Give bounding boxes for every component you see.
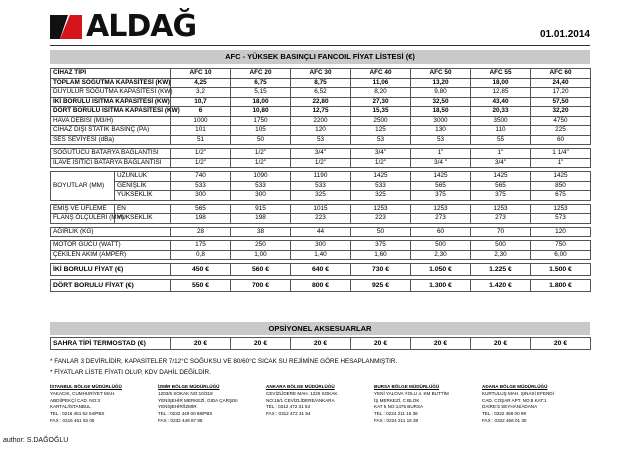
value-cell: 850 xyxy=(531,181,591,191)
value-cell: 1/2" xyxy=(171,149,231,159)
office-line: FAX : 0312 472 31 54 xyxy=(266,411,311,417)
flange-row xyxy=(51,204,591,214)
value-cell: 125 xyxy=(351,126,411,136)
author-label: author: S.DAĞOĞLU xyxy=(3,437,69,444)
office-line: TEL : 0312 472 31 53 xyxy=(266,404,311,410)
value-cell: 60 xyxy=(411,227,471,237)
value-cell: 1253 xyxy=(411,204,471,214)
value-cell: 740 xyxy=(171,172,231,182)
value-cell: 1000 xyxy=(171,116,231,126)
value-cell: 8,75 xyxy=(291,78,351,88)
value-cell: 4750 xyxy=(531,116,591,126)
header-cell: AFC 10 xyxy=(171,69,231,79)
header-cell: AFC 30 xyxy=(291,69,351,79)
price-two-pipe-row xyxy=(51,264,591,276)
value-cell: 300 xyxy=(291,241,351,251)
value-cell: 1425 xyxy=(411,172,471,182)
office-line: TEL : 0216 451 62 04/PBX xyxy=(50,411,105,417)
value-cell: 13,20 xyxy=(411,78,471,88)
value-cell: 2,30 xyxy=(411,250,471,260)
office-line: FAX : 0216 451 62 05 xyxy=(50,417,95,423)
row-label: TOPLAM SOĞUTMA KAPASİTESİ (KW) xyxy=(51,78,171,88)
office-name: ADANA BÖLGE MÜDÜRLÜĞÜ xyxy=(482,384,548,389)
row-label: İKİ BORULU FİYAT (€) xyxy=(51,264,171,276)
value-cell: 1253 xyxy=(531,204,591,214)
row-label: CİHAZ DIŞI STATİK BASINÇ (PA) xyxy=(51,126,171,136)
table-header-row xyxy=(51,69,591,79)
office-line: KURTULUŞ MAH. ŞINASİ EFENDİ xyxy=(482,390,554,396)
value-cell: 17,20 xyxy=(531,88,591,98)
office-line: FAX : 0232 449 87 88 xyxy=(158,417,203,423)
value-cell: 20 € xyxy=(351,338,411,350)
sub-label: YÜKSEKLİK xyxy=(115,191,171,201)
value-cell: 10,80 xyxy=(231,107,291,117)
value-cell: 533 xyxy=(291,181,351,191)
value-cell: 1,00 xyxy=(231,250,291,260)
dimension-row xyxy=(51,172,591,182)
office-line: YAKACIK, CUMHURİYET MAH. xyxy=(50,390,116,396)
value-cell: 375 xyxy=(471,191,531,201)
value-cell: 3/4 " xyxy=(411,158,471,168)
value-cell: 1,40 xyxy=(291,250,351,260)
value-cell: 55 xyxy=(471,135,531,145)
value-cell: 11,06 xyxy=(351,78,411,88)
optional-row xyxy=(51,338,591,350)
value-cell: 225 xyxy=(531,126,591,136)
value-cell: 1/2" xyxy=(171,158,231,168)
price-four-pipe-row xyxy=(51,280,591,292)
value-cell: 70 xyxy=(471,227,531,237)
value-cell: 105 xyxy=(231,126,291,136)
value-cell: 223 xyxy=(291,214,351,224)
value-cell: 18,00 xyxy=(471,78,531,88)
value-cell: 1" xyxy=(531,158,591,168)
value-cell: 500 xyxy=(411,241,471,251)
value-cell: 6 xyxy=(171,107,231,117)
regional-offices xyxy=(50,384,590,425)
value-cell: 10,7 xyxy=(171,97,231,107)
office-block xyxy=(158,384,266,425)
document-date: 01.01.2014 xyxy=(539,29,590,40)
value-cell: 6,00 xyxy=(531,250,591,260)
value-cell: 925 € xyxy=(351,280,411,292)
spec-row xyxy=(51,126,591,136)
office-line: TEL : 0322 456 00 99 xyxy=(482,411,527,417)
office-line: FAX : 0224 211 15 38 xyxy=(374,417,419,423)
value-cell: 1425 xyxy=(531,172,591,182)
dimension-row xyxy=(51,191,591,201)
sub-label: GENİŞLİK xyxy=(115,181,171,191)
value-cell: 1/2" xyxy=(231,149,291,159)
office-line: TEL : 0232 449 00 88/PBX xyxy=(158,411,213,417)
value-cell: 1" xyxy=(411,149,471,159)
value-cell: 4,25 xyxy=(171,78,231,88)
value-cell: 1/2" xyxy=(291,158,351,168)
value-cell: 1.500 € xyxy=(531,264,591,276)
value-cell: 1015 xyxy=(291,204,351,214)
row-label: İLAVE ISITICI BATARYA BAĞLANTISI xyxy=(51,158,171,168)
value-cell: 533 xyxy=(171,181,231,191)
value-cell: 12,75 xyxy=(291,107,351,117)
spec-row xyxy=(51,78,591,88)
value-cell: 51 xyxy=(171,135,231,145)
value-cell: 750 xyxy=(531,241,591,251)
value-cell: 120 xyxy=(291,126,351,136)
value-cell: 110 xyxy=(471,126,531,136)
value-cell: 6,75 xyxy=(231,78,291,88)
value-cell: 20,33 xyxy=(471,107,531,117)
value-cell: 565 xyxy=(411,181,471,191)
row-label: İKİ BORULU ISITMA KAPASİTESİ (KW) xyxy=(51,97,171,107)
row-label: DÖRT BORULU FİYAT (€) xyxy=(51,280,171,292)
row-label: AĞIRLIK (KG) xyxy=(51,227,171,237)
value-cell: 533 xyxy=(351,181,411,191)
value-cell: 1.800 € xyxy=(531,280,591,292)
value-cell: 8,20 xyxy=(351,88,411,98)
value-cell: 273 xyxy=(471,214,531,224)
value-cell: 20 € xyxy=(291,338,351,350)
value-cell: 15,35 xyxy=(351,107,411,117)
value-cell: 3,2 xyxy=(171,88,231,98)
value-cell: 450 € xyxy=(171,264,231,276)
row-label: SOĞUTUCU BATARYA BAĞLANTISI xyxy=(51,149,171,159)
value-cell: 3/4" xyxy=(351,149,411,159)
spec-row xyxy=(51,116,591,126)
office-line: NO:15/1 CEVİZLİDERE/ANKARA xyxy=(266,397,335,403)
value-cell: 1.300 € xyxy=(411,280,471,292)
row-label: HAVA DEBİSİ (M3/H) xyxy=(51,116,171,126)
office-block xyxy=(374,384,482,425)
value-cell: 53 xyxy=(411,135,471,145)
value-cell: 22,80 xyxy=(291,97,351,107)
value-cell: 120 xyxy=(531,227,591,237)
value-cell: 20 € xyxy=(231,338,291,350)
spec-row xyxy=(51,97,591,107)
value-cell: 273 xyxy=(411,214,471,224)
value-cell: 500 xyxy=(471,241,531,251)
office-name: İSTANBUL BÖLGE MÜDÜRLÜĞÜ xyxy=(50,384,122,389)
value-cell: 730 € xyxy=(351,264,411,276)
row-label: DUYULUR SOĞUTMA KAPASİTESİ (KW) xyxy=(51,88,171,98)
value-cell: 101 xyxy=(171,126,231,136)
value-cell: 44 xyxy=(291,227,351,237)
office-line: DAİRE:5 SEYHAN/ADANA xyxy=(482,404,538,410)
weight-row xyxy=(51,227,591,237)
value-cell: 53 xyxy=(291,135,351,145)
value-cell: 3500 xyxy=(471,116,531,126)
header-cell: CİHAZ TİPİ xyxy=(51,69,171,79)
motor-row xyxy=(51,241,591,251)
value-cell: 43,40 xyxy=(471,97,531,107)
value-cell: 565 xyxy=(171,204,231,214)
value-cell: 28 xyxy=(171,227,231,237)
value-cell: 375 xyxy=(411,191,471,201)
row-label: DÖRT BORULU ISITMA KAPASİTESİ (KW) xyxy=(51,107,171,117)
value-cell: 640 € xyxy=(291,264,351,276)
optional-table xyxy=(50,337,591,350)
value-cell: 9,80 xyxy=(411,88,471,98)
value-cell: 915 xyxy=(231,204,291,214)
value-cell: 50 xyxy=(351,227,411,237)
office-line: YENİŞEHİR/İZMİR xyxy=(158,404,197,410)
value-cell: 325 xyxy=(351,191,411,201)
value-cell: 1425 xyxy=(471,172,531,182)
value-cell: 1/2" xyxy=(231,158,291,168)
value-cell: 198 xyxy=(171,214,231,224)
logo-text: ALDAĞ xyxy=(86,9,197,44)
office-line: FAX : 0322 456 01 30 xyxy=(482,417,527,423)
company-logo xyxy=(50,9,197,44)
value-cell: 32,20 xyxy=(531,107,591,117)
value-cell: 60 xyxy=(531,135,591,145)
office-name: İZMİR BÖLGE MÜDÜRLÜĞÜ xyxy=(158,384,220,389)
value-cell: 24,40 xyxy=(531,78,591,88)
sub-label: YÜKSEKLİK xyxy=(115,214,171,224)
office-block xyxy=(50,384,158,425)
value-cell: 20 € xyxy=(171,338,231,350)
spec-row xyxy=(51,158,591,168)
office-line: TEL : 0224 211 15 36 xyxy=(374,411,418,417)
value-cell: 533 xyxy=(231,181,291,191)
office-block xyxy=(482,384,590,425)
value-cell: 20 € xyxy=(471,338,531,350)
value-cell: 300 xyxy=(231,191,291,201)
row-label: BOYUTLAR (MM) xyxy=(51,172,115,201)
note-fans: * FANLAR 3 DEVİRLİDİR, KAPASİTELER 7/12°C SOĞUKSU VE 80/60°C SICAK SU REJİMİNE GÖRE HESAPLANMIŞTIR. xyxy=(50,358,398,365)
office-block xyxy=(266,384,374,425)
office-line: İŞ MERKEZİ, C BLOK xyxy=(374,397,420,403)
optional-accessories-title: OPSİYONEL AKSESUARLAR xyxy=(50,322,590,335)
office-line: KAT 5 NO:1475 BURSA xyxy=(374,404,424,410)
value-cell: 325 xyxy=(291,191,351,201)
spec-row xyxy=(51,107,591,117)
value-cell: 1253 xyxy=(471,204,531,214)
value-cell: 300 xyxy=(171,191,231,201)
value-cell: 0,8 xyxy=(171,250,231,260)
row-label: ÇEKİLEN AKIM (AMPER) xyxy=(51,250,171,260)
value-cell: 18,00 xyxy=(231,97,291,107)
value-cell: 2,30 xyxy=(471,250,531,260)
header-cell: AFC 60 xyxy=(531,69,591,79)
header-cell: AFC 20 xyxy=(231,69,291,79)
value-cell: 198 xyxy=(231,214,291,224)
value-cell: 800 € xyxy=(291,280,351,292)
row-label: MOTOR GÜCÜ (WATT) xyxy=(51,241,171,251)
value-cell: 1 1/4" xyxy=(531,149,591,159)
office-line: KARTAL/İSTANBUL xyxy=(50,404,91,410)
spec-row xyxy=(51,88,591,98)
value-cell: 1.050 € xyxy=(411,264,471,276)
motor-row xyxy=(51,250,591,260)
sub-label: EN xyxy=(115,204,171,214)
value-cell: 18,50 xyxy=(411,107,471,117)
value-cell: 565 xyxy=(471,181,531,191)
header-cell: AFC 55 xyxy=(471,69,531,79)
value-cell: 1253 xyxy=(351,204,411,214)
sub-label: UZUNLUK xyxy=(115,172,171,182)
value-cell: 53 xyxy=(351,135,411,145)
value-cell: 1090 xyxy=(231,172,291,182)
value-cell: 1" xyxy=(471,149,531,159)
row-label: SES SEVİYESİ (dBa) xyxy=(51,135,171,145)
value-cell: 2200 xyxy=(291,116,351,126)
office-line: CEVİZLİDERE MAH. 1226 SOKAK xyxy=(266,390,338,396)
value-cell: 6,52 xyxy=(291,88,351,98)
value-cell: 250 xyxy=(231,241,291,251)
value-cell: 573 xyxy=(531,214,591,224)
value-cell: 50 xyxy=(231,135,291,145)
row-label: SAHRA TİPİ TERMOSTAD (€) xyxy=(51,338,171,350)
office-name: ANKARA BÖLGE MÜDÜRLÜĞÜ xyxy=(266,384,335,389)
value-cell: 1190 xyxy=(291,172,351,182)
office-line: YENİŞEHİR MERKEZİ, GIDA ÇARŞISI xyxy=(158,397,238,403)
dimension-row xyxy=(51,181,591,191)
value-cell: 2500 xyxy=(351,116,411,126)
office-line: YENİ YALOVA YOLU 4. KM BUTTİM xyxy=(374,390,449,396)
value-cell: 223 xyxy=(351,214,411,224)
value-cell: 38 xyxy=(231,227,291,237)
value-cell: 1/2" xyxy=(351,158,411,168)
value-cell: 3/4" xyxy=(291,149,351,159)
notes xyxy=(50,356,397,378)
value-cell: 5,15 xyxy=(231,88,291,98)
value-cell: 375 xyxy=(351,241,411,251)
value-cell: 1.420 € xyxy=(471,280,531,292)
value-cell: 1750 xyxy=(231,116,291,126)
office-name: BURSA BÖLGE MÜDÜRLÜĞÜ xyxy=(374,384,440,389)
value-cell: 32,50 xyxy=(411,97,471,107)
value-cell: 27,30 xyxy=(351,97,411,107)
row-label: FLANŞ ÖLÇÜLERİ (MM) xyxy=(51,214,115,224)
spec-row xyxy=(51,135,591,145)
value-cell: 700 € xyxy=(231,280,291,292)
value-cell: 175 xyxy=(171,241,231,251)
price-list-title: AFC - YÜKSEK BASINÇLI FANCOIL FİYAT LİSTESİ (€) xyxy=(50,50,590,64)
office-line: CAD. COŞAR APT. NO:8 KAT:1 xyxy=(482,397,547,403)
aldag-logo-icon xyxy=(50,13,82,41)
header-cell: AFC 50 xyxy=(411,69,471,79)
value-cell: 20 € xyxy=(531,338,591,350)
header-divider xyxy=(50,45,590,46)
value-cell: 1425 xyxy=(351,172,411,182)
office-line: 1203/5 SOKAK NO:10/318 xyxy=(158,390,213,396)
header-cell: AFC 40 xyxy=(351,69,411,79)
note-prices: * FİYATLAR LİSTE FİYATI OLUP, KDV DAHİL DEĞİLDİR. xyxy=(50,369,211,376)
value-cell: 12,85 xyxy=(471,88,531,98)
value-cell: 675 xyxy=(531,191,591,201)
value-cell: 57,50 xyxy=(531,97,591,107)
value-cell: 130 xyxy=(411,126,471,136)
office-line: ABDİİPEKÇİ CAD. NO:3 xyxy=(50,397,101,403)
flange-row xyxy=(51,214,591,224)
value-cell: 3000 xyxy=(411,116,471,126)
value-cell: 1,60 xyxy=(351,250,411,260)
row-label: EMİŞ VE ÜFLEME xyxy=(51,204,115,214)
spec-table xyxy=(50,68,591,292)
spec-row xyxy=(51,149,591,159)
value-cell: 560 € xyxy=(231,264,291,276)
value-cell: 3/4" xyxy=(471,158,531,168)
value-cell: 20 € xyxy=(411,338,471,350)
value-cell: 1.225 € xyxy=(471,264,531,276)
value-cell: 550 € xyxy=(171,280,231,292)
